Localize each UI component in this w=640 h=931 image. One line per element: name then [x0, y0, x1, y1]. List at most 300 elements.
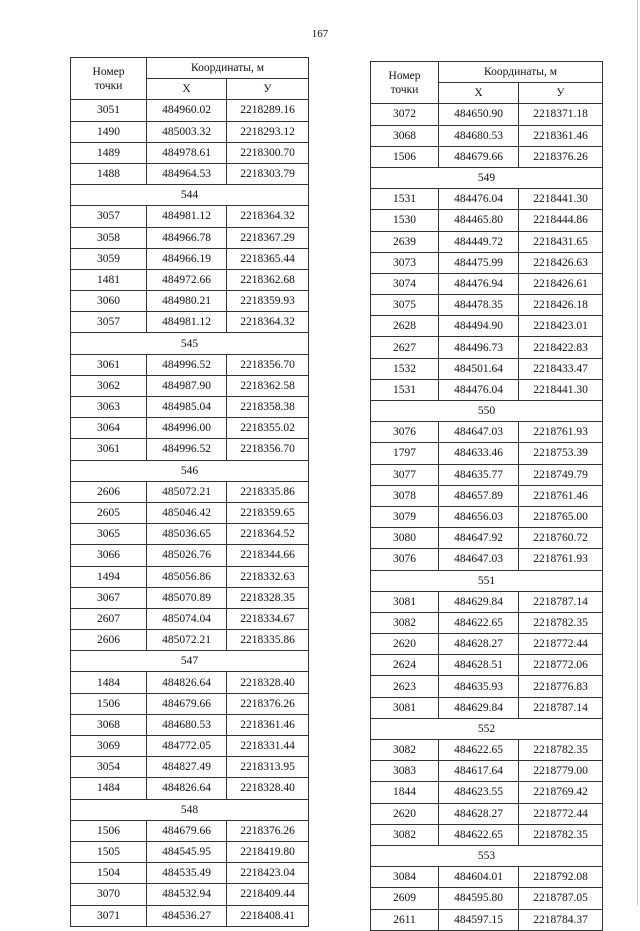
- table-row: [371, 676, 603, 697]
- x-coordinate-cell: 484628.27: [439, 634, 519, 655]
- y-coordinate-cell: 2218441.30: [519, 189, 603, 210]
- table-row: [71, 630, 309, 651]
- x-coordinate-cell: 484595.80: [439, 888, 519, 909]
- point-number-cell: 3084: [371, 867, 439, 888]
- table-row: [71, 121, 309, 142]
- table-header: [371, 62, 603, 104]
- x-coordinate-cell: 484622.65: [439, 740, 519, 761]
- table-row: [371, 252, 603, 273]
- table-row: [371, 867, 603, 888]
- x-coordinate-cell: 484964.53: [147, 163, 227, 184]
- table-row: [371, 316, 603, 337]
- x-coordinate-cell: 484987.90: [147, 375, 227, 396]
- y-coordinate-cell: 2218779.00: [519, 761, 603, 782]
- point-number-cell: 1531: [371, 189, 439, 210]
- table-row: [371, 104, 603, 125]
- point-number-cell: 3060: [71, 291, 147, 312]
- point-number-cell: 3083: [371, 761, 439, 782]
- x-coordinate-cell: 484476.04: [439, 189, 519, 210]
- x-coordinate-cell: 484476.04: [439, 379, 519, 400]
- table-row: [71, 820, 309, 841]
- point-number-cell: 3070: [71, 884, 147, 905]
- y-coordinate-cell: 2218300.70: [227, 142, 309, 163]
- x-coordinate-cell: 485036.65: [147, 524, 227, 545]
- y-coordinate-cell: 2218359.93: [227, 291, 309, 312]
- point-number-cell: 2606: [71, 481, 147, 502]
- y-coordinate-cell: 2218409.44: [227, 884, 309, 905]
- y-coordinate-cell: 2218313.95: [227, 757, 309, 778]
- x-coordinate-cell: 484985.04: [147, 397, 227, 418]
- x-coordinate-cell: 484629.84: [439, 591, 519, 612]
- point-number-cell: 3068: [371, 125, 439, 146]
- point-number-cell: 3082: [371, 824, 439, 845]
- x-coordinate-cell: 485072.21: [147, 481, 227, 502]
- table-row: [71, 863, 309, 884]
- table-row: [71, 884, 309, 905]
- point-number-cell: 3068: [71, 714, 147, 735]
- section-number: 544: [71, 185, 309, 206]
- x-coordinate-cell: 485046.42: [147, 502, 227, 523]
- y-coordinate-cell: 2218749.79: [519, 464, 603, 485]
- point-number-cell: 3078: [371, 485, 439, 506]
- x-coordinate-cell: 484629.84: [439, 697, 519, 718]
- x-coordinate-cell: 484647.03: [439, 422, 519, 443]
- point-number-cell: 2624: [371, 655, 439, 676]
- point-number-cell: 3076: [371, 422, 439, 443]
- table-row: [371, 824, 603, 845]
- point-number-cell: 2606: [71, 630, 147, 651]
- point-number-cell: 2609: [371, 888, 439, 909]
- point-header-line2: точки: [94, 79, 123, 92]
- point-number-cell: 2628: [371, 316, 439, 337]
- y-coordinate-cell: 2218356.70: [227, 439, 309, 460]
- table-row: [371, 422, 603, 443]
- point-header-line2: точки: [390, 83, 419, 96]
- x-coordinate-cell: 485072.21: [147, 630, 227, 651]
- y-coordinate-cell: 2218765.00: [519, 506, 603, 527]
- y-coordinate-cell: 2218376.26: [227, 820, 309, 841]
- point-number-cell: 1530: [371, 210, 439, 231]
- y-coordinate-cell: 2218356.70: [227, 354, 309, 375]
- y-coordinate-cell: 2218331.44: [227, 736, 309, 757]
- x-coordinate-cell: 484981.12: [147, 312, 227, 333]
- table-row: [71, 397, 309, 418]
- point-number-cell: 1797: [371, 443, 439, 464]
- x-coordinate-cell: 484475.99: [439, 252, 519, 273]
- table-row: [71, 905, 309, 926]
- table-row: [71, 291, 309, 312]
- x-coordinate-cell: 484633.46: [439, 443, 519, 464]
- x-coordinate-cell: 484680.53: [439, 125, 519, 146]
- table-row: [71, 375, 309, 396]
- point-number-header: [71, 58, 147, 100]
- section-row: [371, 845, 603, 866]
- x-coordinate-cell: 484960.02: [147, 100, 227, 121]
- point-number-cell: 3061: [71, 354, 147, 375]
- point-number-cell: 1484: [71, 778, 147, 799]
- y-coordinate-cell: 2218364.52: [227, 524, 309, 545]
- y-coordinate-cell: 2218371.18: [519, 104, 603, 125]
- point-number-cell: 3061: [71, 439, 147, 460]
- section-number: 549: [371, 167, 603, 188]
- y-coordinate-cell: 2218753.39: [519, 443, 603, 464]
- table-row: [371, 740, 603, 761]
- y-coordinate-cell: 2218361.46: [227, 714, 309, 735]
- x-coordinate-cell: 484628.27: [439, 803, 519, 824]
- table-row: [371, 591, 603, 612]
- y-coordinate-cell: 2218760.72: [519, 528, 603, 549]
- x-coordinate-cell: 484679.66: [439, 146, 519, 167]
- table-row: [371, 528, 603, 549]
- y-coordinate-cell: 2218334.67: [227, 608, 309, 629]
- x-coordinate-cell: 484604.01: [439, 867, 519, 888]
- y-coordinate-cell: 2218359.65: [227, 502, 309, 523]
- x-coordinate-cell: 485070.89: [147, 587, 227, 608]
- y-coordinate-cell: 2218335.86: [227, 630, 309, 651]
- table-row: [371, 803, 603, 824]
- point-number-cell: 3067: [71, 587, 147, 608]
- y-coordinate-cell: 2218362.58: [227, 375, 309, 396]
- point-number-cell: 3058: [71, 227, 147, 248]
- table-row: [371, 506, 603, 527]
- table-row: [71, 608, 309, 629]
- point-number-cell: 3063: [71, 397, 147, 418]
- section-number: 547: [71, 651, 309, 672]
- point-number-cell: 3064: [71, 418, 147, 439]
- table-row: [71, 714, 309, 735]
- x-coordinate-cell: 484623.55: [439, 782, 519, 803]
- y-coordinate-cell: 2218362.68: [227, 269, 309, 290]
- section-row: [71, 651, 309, 672]
- x-coordinate-cell: 484536.27: [147, 905, 227, 926]
- x-coordinate-cell: 484449.72: [439, 231, 519, 252]
- section-row: [71, 333, 309, 354]
- point-number-cell: 2611: [371, 909, 439, 930]
- x-coordinate-cell: 484679.66: [147, 820, 227, 841]
- table-body: [371, 104, 603, 930]
- table-row: [71, 142, 309, 163]
- point-number-cell: 3066: [71, 545, 147, 566]
- x-coordinate-cell: 484622.65: [439, 612, 519, 633]
- table-row: [371, 231, 603, 252]
- point-number-header: [371, 62, 439, 104]
- y-header: У: [227, 79, 309, 100]
- table-row: [371, 443, 603, 464]
- table-row: [71, 439, 309, 460]
- point-number-cell: 1531: [371, 379, 439, 400]
- y-coordinate-cell: 2218332.63: [227, 566, 309, 587]
- table-row: [371, 549, 603, 570]
- table-row: [371, 782, 603, 803]
- point-number-cell: 1506: [71, 693, 147, 714]
- table-row: [371, 634, 603, 655]
- x-coordinate-cell: 485026.76: [147, 545, 227, 566]
- section-row: [371, 401, 603, 422]
- point-number-cell: 3076: [371, 549, 439, 570]
- point-number-cell: 3072: [371, 104, 439, 125]
- coordinates-table-left: [70, 57, 309, 927]
- x-coordinate-cell: 484657.89: [439, 485, 519, 506]
- y-coordinate-cell: 2218426.63: [519, 252, 603, 273]
- y-coordinate-cell: 2218328.40: [227, 778, 309, 799]
- table-row: [371, 379, 603, 400]
- x-coordinate-cell: 484966.19: [147, 248, 227, 269]
- section-number: 550: [371, 401, 603, 422]
- x-coordinate-cell: 485003.32: [147, 121, 227, 142]
- y-coordinate-cell: 2218769.42: [519, 782, 603, 803]
- x-coordinate-cell: 484628.51: [439, 655, 519, 676]
- x-coordinate-cell: 484635.77: [439, 464, 519, 485]
- table-row: [371, 125, 603, 146]
- section-row: [371, 718, 603, 739]
- point-number-cell: 3051: [71, 100, 147, 121]
- table-row: [71, 502, 309, 523]
- y-coordinate-cell: 2218355.02: [227, 418, 309, 439]
- y-coordinate-cell: 2218444.86: [519, 210, 603, 231]
- table-row: [371, 337, 603, 358]
- point-number-cell: 1504: [71, 863, 147, 884]
- y-coordinate-cell: 2218761.93: [519, 549, 603, 570]
- table-row: [71, 672, 309, 693]
- table-row: [71, 269, 309, 290]
- x-coordinate-cell: 485074.04: [147, 608, 227, 629]
- table-row: [371, 761, 603, 782]
- y-coordinate-cell: 2218782.35: [519, 612, 603, 633]
- point-number-cell: 1494: [71, 566, 147, 587]
- y-coordinate-cell: 2218761.46: [519, 485, 603, 506]
- x-coordinate-cell: 484826.64: [147, 778, 227, 799]
- y-coordinate-cell: 2218441.30: [519, 379, 603, 400]
- y-coordinate-cell: 2218787.14: [519, 591, 603, 612]
- point-number-cell: 1505: [71, 841, 147, 862]
- y-coordinate-cell: 2218423.04: [227, 863, 309, 884]
- point-number-cell: 3057: [71, 206, 147, 227]
- x-coordinate-cell: 485056.86: [147, 566, 227, 587]
- x-coordinate-cell: 484680.53: [147, 714, 227, 735]
- section-row: [371, 570, 603, 591]
- y-coordinate-cell: 2218367.29: [227, 227, 309, 248]
- point-number-cell: 1532: [371, 358, 439, 379]
- table-row: [71, 757, 309, 778]
- y-coordinate-cell: 2218335.86: [227, 481, 309, 502]
- y-coordinate-cell: 2218328.40: [227, 672, 309, 693]
- y-coordinate-cell: 2218761.93: [519, 422, 603, 443]
- y-coordinate-cell: 2218431.65: [519, 231, 603, 252]
- table-row: [71, 778, 309, 799]
- table-row: [71, 163, 309, 184]
- point-number-cell: 3069: [71, 736, 147, 757]
- y-coordinate-cell: 2218419.80: [227, 841, 309, 862]
- x-coordinate-cell: 484501.64: [439, 358, 519, 379]
- x-coordinate-cell: 484617.64: [439, 761, 519, 782]
- point-number-cell: 3075: [371, 295, 439, 316]
- point-number-cell: 3082: [371, 740, 439, 761]
- x-coordinate-cell: 484478.35: [439, 295, 519, 316]
- table-row: [371, 485, 603, 506]
- y-coordinate-cell: 2218361.46: [519, 125, 603, 146]
- y-coordinate-cell: 2218376.26: [227, 693, 309, 714]
- y-coordinate-cell: 2218422.83: [519, 337, 603, 358]
- table-row: [371, 146, 603, 167]
- point-number-cell: 3065: [71, 524, 147, 545]
- point-number-cell: 3057: [71, 312, 147, 333]
- table-row: [371, 909, 603, 930]
- point-number-cell: 3054: [71, 757, 147, 778]
- point-number-cell: 3074: [371, 273, 439, 294]
- x-coordinate-cell: 484980.21: [147, 291, 227, 312]
- x-coordinate-cell: 484966.78: [147, 227, 227, 248]
- y-coordinate-cell: 2218364.32: [227, 206, 309, 227]
- x-coordinate-cell: 484635.93: [439, 676, 519, 697]
- y-coordinate-cell: 2218408.41: [227, 905, 309, 926]
- x-coordinate-cell: 484496.73: [439, 337, 519, 358]
- section-number: 551: [371, 570, 603, 591]
- y-coordinate-cell: 2218289.16: [227, 100, 309, 121]
- y-coordinate-cell: 2218782.35: [519, 740, 603, 761]
- table-row: [371, 210, 603, 231]
- x-coordinate-cell: 484827.49: [147, 757, 227, 778]
- x-coordinate-cell: 484622.65: [439, 824, 519, 845]
- point-number-cell: 3059: [71, 248, 147, 269]
- y-coordinate-cell: 2218376.26: [519, 146, 603, 167]
- y-coordinate-cell: 2218364.32: [227, 312, 309, 333]
- section-number: 546: [71, 460, 309, 481]
- x-coordinate-cell: 484978.61: [147, 142, 227, 163]
- table-row: [371, 612, 603, 633]
- y-coordinate-cell: 2218784.37: [519, 909, 603, 930]
- x-coordinate-cell: 484656.03: [439, 506, 519, 527]
- table-row: [371, 464, 603, 485]
- section-number: 545: [71, 333, 309, 354]
- y-coordinate-cell: 2218792.08: [519, 867, 603, 888]
- x-coordinate-cell: 484647.03: [439, 549, 519, 570]
- point-number-cell: 3073: [371, 252, 439, 273]
- x-header: X: [147, 79, 227, 100]
- table-row: [71, 312, 309, 333]
- table-row: [71, 418, 309, 439]
- y-coordinate-cell: 2218782.35: [519, 824, 603, 845]
- coordinates-table-right: [370, 61, 603, 931]
- point-number-cell: 1488: [71, 163, 147, 184]
- y-coordinate-cell: 2218787.05: [519, 888, 603, 909]
- x-coordinate-cell: 484772.05: [147, 736, 227, 757]
- table-row: [371, 697, 603, 718]
- x-coordinate-cell: 484647.92: [439, 528, 519, 549]
- table-row: [71, 566, 309, 587]
- point-number-cell: 1484: [71, 672, 147, 693]
- point-number-cell: 1506: [71, 820, 147, 841]
- section-row: [71, 799, 309, 820]
- x-coordinate-cell: 484996.52: [147, 354, 227, 375]
- point-number-cell: 1490: [71, 121, 147, 142]
- point-number-cell: 1489: [71, 142, 147, 163]
- x-coordinate-cell: 484826.64: [147, 672, 227, 693]
- y-coordinate-cell: 2218365.44: [227, 248, 309, 269]
- y-coordinate-cell: 2218358.38: [227, 397, 309, 418]
- x-coordinate-cell: 484996.52: [147, 439, 227, 460]
- table-row: [371, 189, 603, 210]
- table-row: [371, 358, 603, 379]
- table-header: [71, 58, 309, 100]
- x-coordinate-cell: 484535.49: [147, 863, 227, 884]
- table-row: [371, 295, 603, 316]
- point-number-cell: 2605: [71, 502, 147, 523]
- table-row: [71, 545, 309, 566]
- y-coordinate-cell: 2218293.12: [227, 121, 309, 142]
- x-coordinate-cell: 484465.80: [439, 210, 519, 231]
- point-number-cell: 3081: [371, 591, 439, 612]
- point-number-cell: 2607: [71, 608, 147, 629]
- table-row: [71, 693, 309, 714]
- y-coordinate-cell: 2218426.61: [519, 273, 603, 294]
- y-coordinate-cell: 2218776.83: [519, 676, 603, 697]
- point-number-cell: 2620: [371, 803, 439, 824]
- table-row: [71, 587, 309, 608]
- point-number-cell: 2627: [371, 337, 439, 358]
- section-row: [71, 185, 309, 206]
- section-row: [371, 167, 603, 188]
- point-number-cell: 3077: [371, 464, 439, 485]
- point-number-cell: 2620: [371, 634, 439, 655]
- table-row: [71, 841, 309, 862]
- table-row: [71, 248, 309, 269]
- point-header-line1: Номер: [92, 65, 125, 78]
- section-number: 548: [71, 799, 309, 820]
- point-number-cell: 3082: [371, 612, 439, 633]
- table-row: [71, 206, 309, 227]
- page-number: 167: [311, 28, 329, 40]
- point-number-cell: 3080: [371, 528, 439, 549]
- table-row: [71, 100, 309, 121]
- y-coordinate-cell: 2218344.66: [227, 545, 309, 566]
- table-row: [371, 273, 603, 294]
- point-number-cell: 1844: [371, 782, 439, 803]
- table-row: [371, 888, 603, 909]
- y-coordinate-cell: 2218787.14: [519, 697, 603, 718]
- table-row: [71, 736, 309, 757]
- point-number-cell: 1481: [71, 269, 147, 290]
- x-coordinate-cell: 484494.90: [439, 316, 519, 337]
- x-coordinate-cell: 484532.94: [147, 884, 227, 905]
- x-coordinate-cell: 484972.66: [147, 269, 227, 290]
- point-number-cell: 3071: [71, 905, 147, 926]
- y-coordinate-cell: 2218433.47: [519, 358, 603, 379]
- y-coordinate-cell: 2218772.06: [519, 655, 603, 676]
- coordinates-header: Координаты, м: [439, 62, 603, 83]
- table-row: [71, 227, 309, 248]
- scan-edge-line: [637, 0, 638, 905]
- point-number-cell: 3062: [71, 375, 147, 396]
- x-coordinate-cell: 484679.66: [147, 693, 227, 714]
- y-coordinate-cell: 2218423.01: [519, 316, 603, 337]
- x-coordinate-cell: 484476.94: [439, 273, 519, 294]
- table-row: [71, 354, 309, 375]
- x-header: X: [439, 83, 519, 104]
- section-row: [71, 460, 309, 481]
- point-number-cell: 3079: [371, 506, 439, 527]
- x-coordinate-cell: 484597.15: [439, 909, 519, 930]
- point-number-cell: 2623: [371, 676, 439, 697]
- section-number: 553: [371, 845, 603, 866]
- table-row: [71, 481, 309, 502]
- point-number-cell: 2639: [371, 231, 439, 252]
- x-coordinate-cell: 484545.95: [147, 841, 227, 862]
- y-coordinate-cell: 2218772.44: [519, 634, 603, 655]
- coordinates-header: Координаты, м: [147, 58, 309, 79]
- y-coordinate-cell: 2218303.79: [227, 163, 309, 184]
- point-header-line1: Номер: [388, 69, 421, 82]
- point-number-cell: 3081: [371, 697, 439, 718]
